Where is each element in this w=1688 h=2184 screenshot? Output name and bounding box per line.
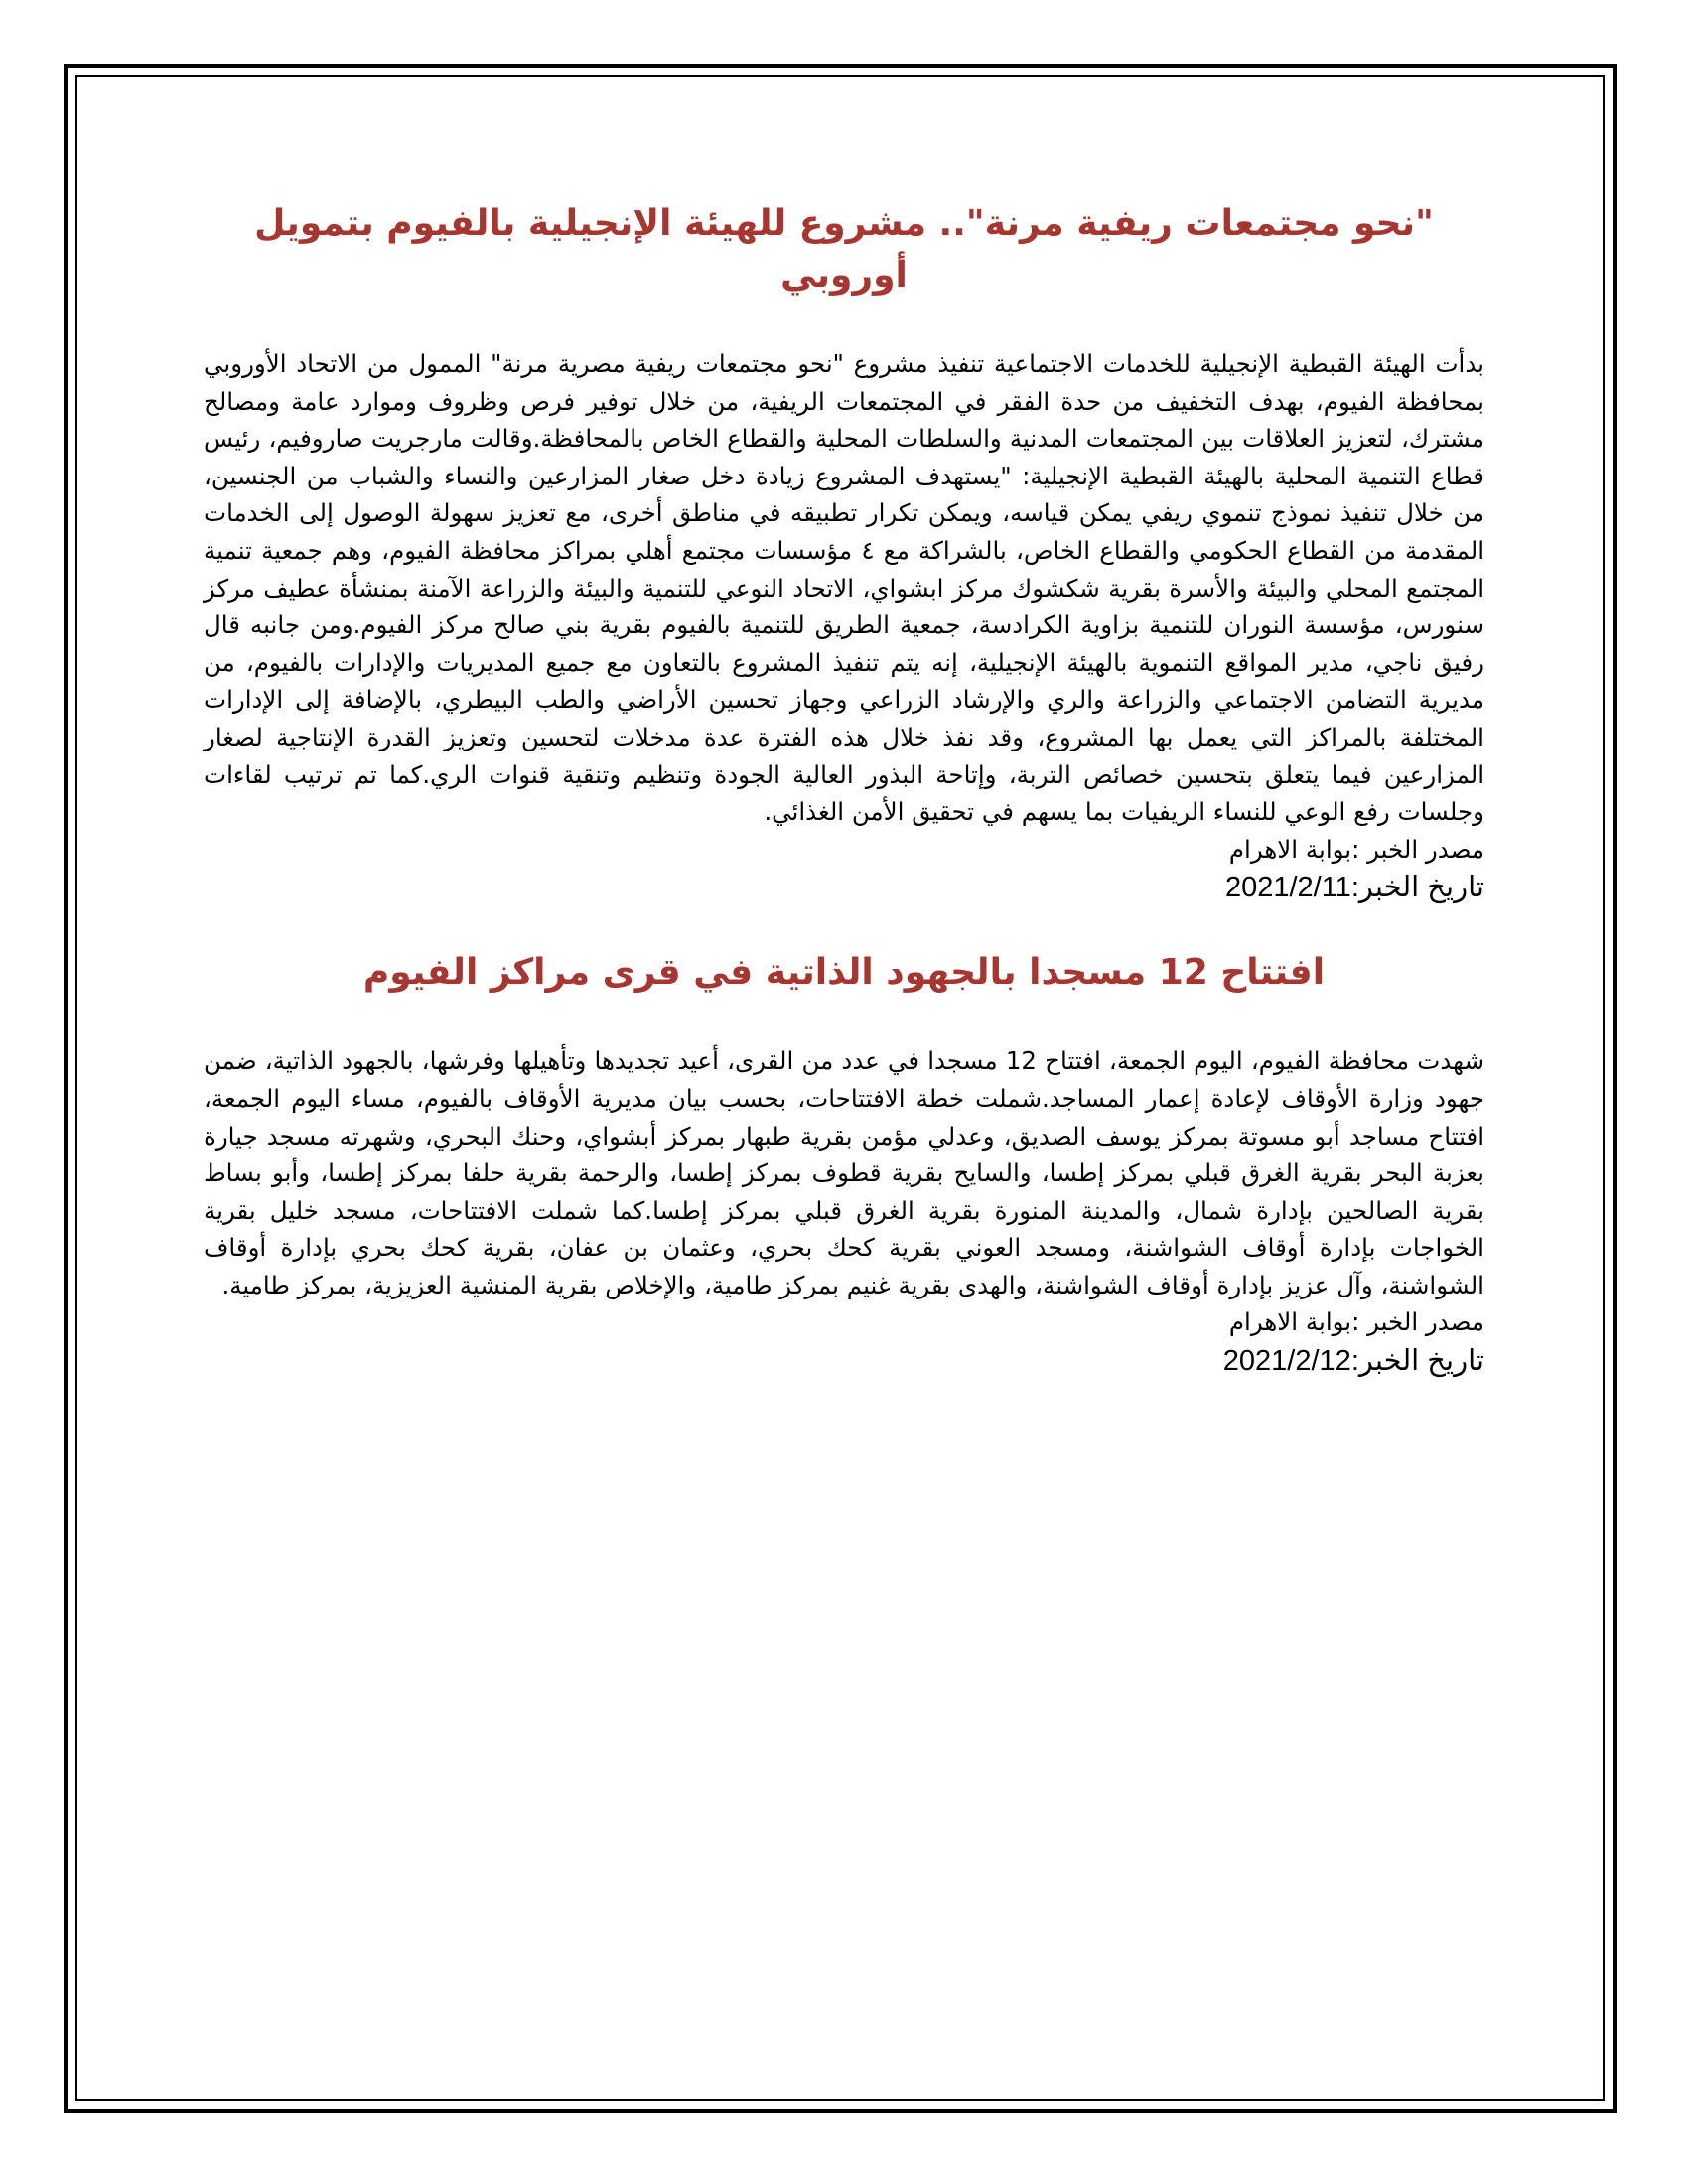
article-source: مصدر الخبر :بوابة الاهرام xyxy=(1228,834,1484,864)
article-date: تاريخ الخبر:2021/2/11 xyxy=(1224,872,1484,904)
article-body: شهدت محافظة الفيوم، اليوم الجمعة، افتتاح 12 مسجدا في عدد من القرى، أعيد تجديدها وتأهيلها وفرشها، بالجهود الذاتية، ضمن جهود وزارة الأوقاف لإعادة إعمار المساجد.شملت خطة الافتتاحات، بحسب بيان مديرية الأوقاف بالفيوم، مساء اليوم الجمعة، افتتاح مساجد أبو مسوتة بمركز يوسف الصديق، وعدلي مؤمن بقرية طبهار بمركز أبشواي، وحنك البحري، وشهرته مسجد جيارة بعزبة البحر بقرية الغرق قبلي بمركز إطسا، والسايح بقرية قطوف بمركز إطسا، والرحمة بقرية حلفا بمركز إطسا، وأبو بساط بقرية الصالحين بإدارة شمال، والمدينة المنورة بقرية الغرق قبلي بمركز إطسا.كما شملت الافتتاحات، مسجد خليل بقرية الخواجات بإدارة أوقاف الشواشنة، ومسجد العوني بقرية كحك بحري، وعثمان بن عفان، بقرية كحك بحري بإدارة أوقاف الشواشنة، وآل عزيز بإدارة أوقاف الشواشنة، والهدى بقرية غنيم بمركز طامية، والإخلاص بقرية المنشية العزيزية، بمركز طامية. xyxy=(204,1046,1484,1299)
news-article xyxy=(204,199,1484,907)
article-body: بدأت الهيئة القبطية الإنجيلية للخدمات الاجتماعية تنفيذ مشروع "نحو مجتمعات ريفية مصرية مرنة" الممول من الاتحاد الأوروبي بمحافظة الفيوم، بهدف التخفيف من حدة الفقر في المجتمعات الريفية، من خلال توفير فرص وظروف وموارد عامة ومصالح مشترك، لتعزيز العلاقات بين المجتمعات المدنية والسلطات المحلية والقطاع الخاص بالمحافظة.وقالت مارجريت صاروفيم، رئيس قطاع التنمية المحلية بالهيئة القبطية الإنجيلية: "يستهدف المشروع زيادة دخل صغار المزارعين والنساء والشباب من الجنسين، من خلال تنفيذ نموذج تنموي ريفي يمكن قياسه، ويمكن تكرار تطبيقه في مناطق أخرى، مع تعزيز سهولة الوصول إلى الخدمات المقدمة من القطاع الحكومي والقطاع الخاص، بالشراكة مع ٤ مؤسسات مجتمع أهلي بمراكز محافظة الفيوم، وهم جمعية تنمية المجتمع المحلي والبيئة والأسرة بقرية شكشوك مركز ابشواي، الاتحاد النوعي للتنمية والبيئة والزراعة الآمنة بمنشأة عطيف مركز سنورس، مؤسسة النوران للتنمية بزاوية الكرادسة، جمعية الطريق للتنمية بالفيوم بقرية بني صالح مركز الفيوم.ومن جانبه قال رفيق ناجي، مدير المواقع التنموية بالهيئة الإنجيلية، إنه يتم تنفيذ المشروع بالتعاون مع جميع المديريات والإدارات بالفيوم، من مديرية التضامن الاجتماعي والزراعة والري والإرشاد الزراعي وجهاز تحسين الأراضي والطب البيطري، بالإضافة إلى الإدارات المختلفة بالمراكز التي يعمل بها المشروع، وقد نفذ خلال هذه الفترة عدة مدخلات لتحسين وتعزيز القدرة الإنتاجية لصغار المزارعين فيما يتعلق بتحسين خصائص التربة، وإتاحة البذور العالية الجودة وتنظيم وتنقية قنوات الري.كما تم ترتيب لقاءات وجلسات رفع الوعي للنساء الريفيات بما يسهم في تحقيق الأمن الغذائي. xyxy=(204,349,1484,827)
article-source: مصدر الخبر :بوابة الاهرام xyxy=(1228,1307,1484,1337)
document-content xyxy=(204,199,1484,1381)
article-date: تاريخ الخبر:2021/2/12 xyxy=(1222,1345,1484,1378)
news-article xyxy=(204,947,1484,1381)
article-title: افتتاح 12 مسجدا بالجهود الذاتية في قرى مراكز الفيوم xyxy=(362,952,1326,994)
article-title: "نحو مجتمعات ريفية مرنة".. مشروع للهيئة الإنجيلية بالفيوم بتمويل أوروبي xyxy=(254,204,1434,296)
